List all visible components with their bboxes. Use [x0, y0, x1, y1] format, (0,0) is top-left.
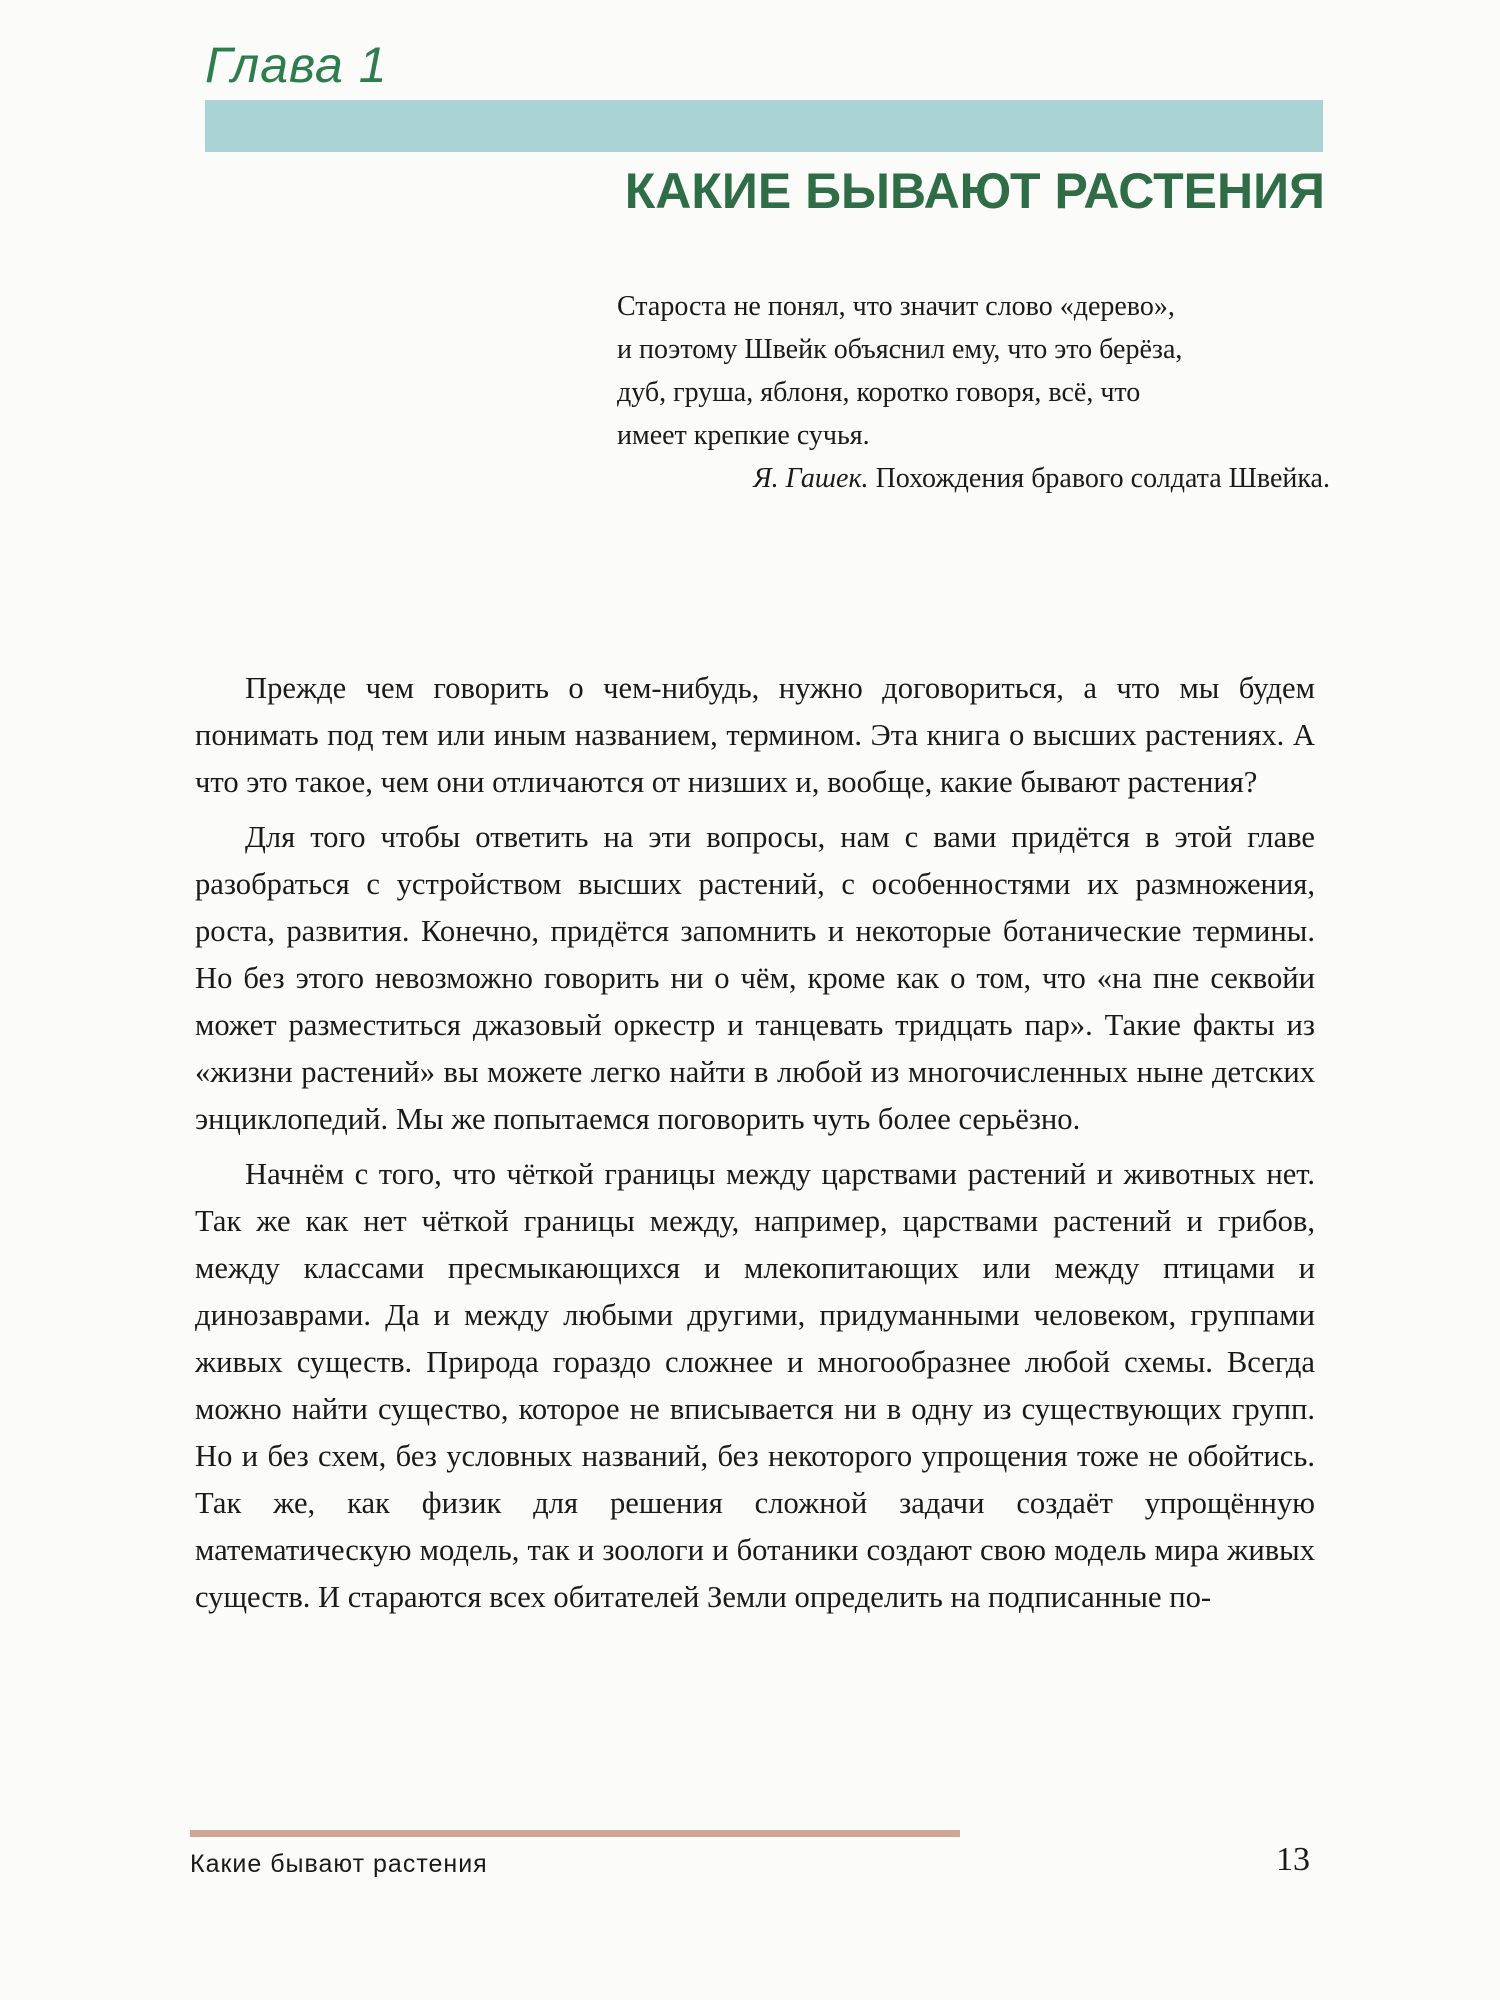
- body-text: [195, 665, 1315, 1629]
- paragraph: Прежде чем говорить о чем-нибудь, нужно договориться, а что мы будем понимать под тем или иным названием, термином. Эта книга о высших растениях. А что это такое, чем они отличаются от низших и, вообще, какие бывают растения?: [195, 671, 1315, 799]
- epigraph-author: Я. Гашек.: [753, 463, 869, 494]
- epigraph-quote-line: имеет крепкие сучья.: [617, 420, 870, 451]
- paragraph: Начнём с того, что чёткой границы между царствами растений и животных нет. Так же как нет чёткой границы между, например, царствами растений и грибов, между классами пресмыкающихся и млекопитающих или между птицами и динозаврами. Да и между любыми другими, придуманными человеком, группами живых существ. Природа гораздо сложнее и многообразнее любой схемы. Всегда можно найти существо, которое не вписывается ни в одну из существующих групп. Но и без схем, без условных названий, без некоторого упрощения тоже не обойтись. Так же, как физик для решения сложной задачи создаёт упрощённую математическую модель, так и зоологи и ботаники создают свою модель мира живых существ. И стараются всех обитателей Земли определить на подписанные по-: [195, 1157, 1315, 1614]
- epigraph-quote-line: дуб, груша, яблоня, коротко говоря, всё, что: [617, 377, 1141, 408]
- running-title: Какие бывают растения: [190, 1850, 488, 1878]
- chapter-header-bar: [205, 100, 1323, 152]
- chapter-label: Глава 1: [205, 37, 388, 93]
- epigraph-quote-line: и поэтому Швейк объяснил ему, что это берёза,: [617, 334, 1183, 365]
- footer-rule: [190, 1830, 960, 1837]
- epigraph-source: [600, 457, 1330, 500]
- epigraph-work: Похождения бравого солдата Швейка.: [875, 463, 1330, 494]
- epigraph-quote-line: Староста не понял, что значит слово «дерево»,: [617, 291, 1175, 322]
- epigraph: [600, 285, 1330, 500]
- paragraph: Для того чтобы ответить на эти вопросы, нам с вами придётся в этой главе разобраться с устройством высших растений, с особенностями их размножения, роста, развития. Конечно, придётся запомнить и некоторые ботанические термины. Но без этого невозможно говорить ни о чём, кроме как о том, что «на пне секвойи может разместиться джазовый оркестр и танцевать тридцать пар». Такие факты из «жизни растений» вы можете легко найти в любой из многочисленных ныне детских энциклопедий. Мы же попытаемся поговорить чуть более серьёзно.: [195, 820, 1315, 1136]
- page-number: 13: [1276, 1841, 1310, 1878]
- chapter-title: КАКИЕ БЫВАЮТ РАСТЕНИЯ: [624, 163, 1325, 219]
